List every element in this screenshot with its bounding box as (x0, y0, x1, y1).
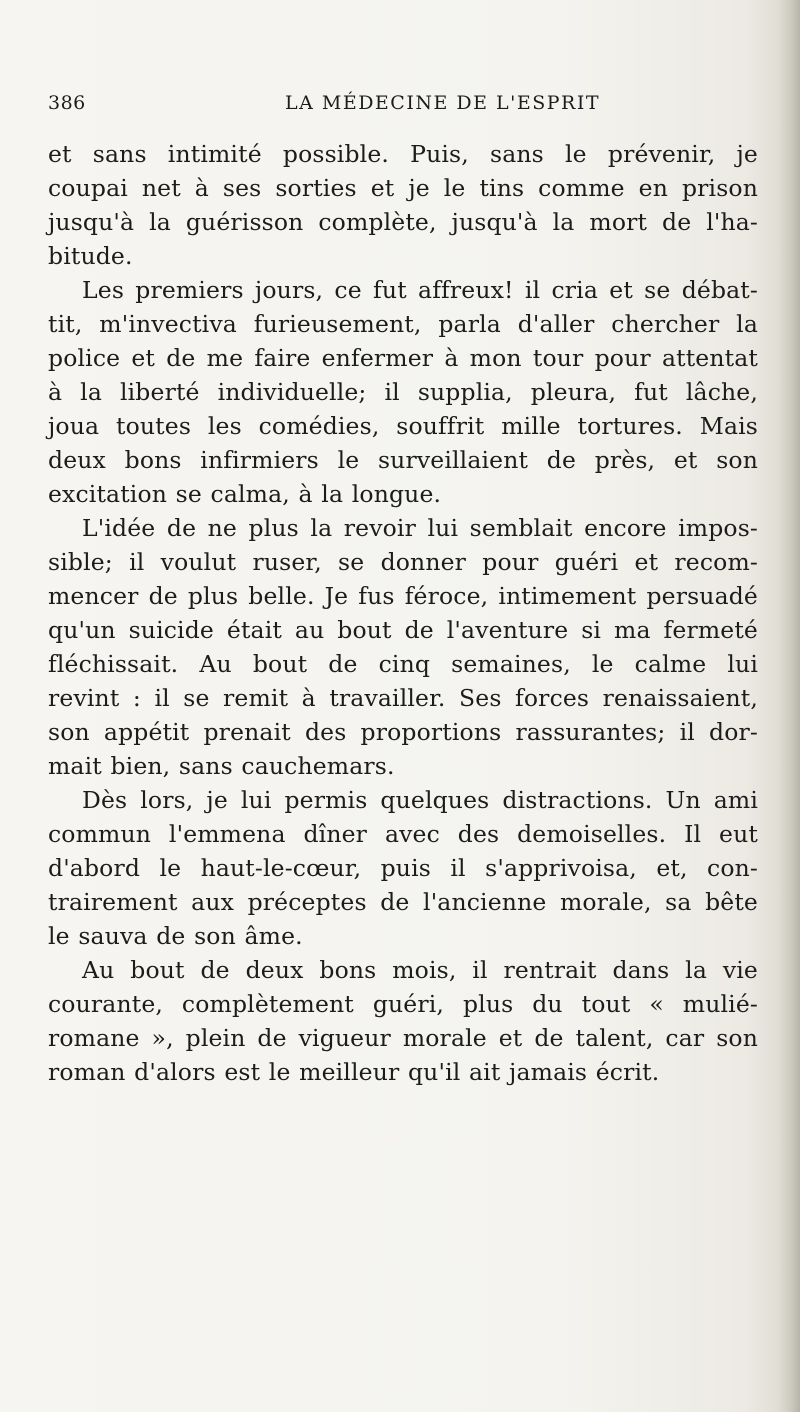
body-text (48, 137, 758, 1089)
page-edge-shadow (778, 0, 800, 1412)
text-line: et sans intimité possible. Puis, sans le prévenir, je (48, 140, 758, 168)
text-line: d'abord le haut-le-cœur, puis il s'apprivoisa, et, con- (48, 854, 758, 882)
text-line: deux bons infirmiers le surveillaient de près, et son (48, 446, 758, 474)
text-line: tit, m'invectiva furieusement, parla d'aller chercher la (48, 310, 758, 338)
text-line: joua toutes les comédies, souffrit mille tortures. Mais (48, 412, 758, 440)
text-line: courante, complètement guéri, plus du tout « mulié- (48, 990, 758, 1018)
text-line: son appétit prenait des proportions rassurantes; il dor- (48, 718, 758, 746)
text-line: mait bien, sans cauchemars. (48, 752, 395, 780)
text-line: coupai net à ses sorties et je le tins comme en prison (48, 174, 758, 202)
text-line: commun l'emmena dîner avec des demoiselles. Il eut (48, 820, 758, 848)
text-line: Dès lors, je lui permis quelques distractions. Un ami (82, 786, 758, 814)
running-title: LA MÉDECINE DE L'ESPRIT (285, 92, 601, 114)
text-line: fléchissait. Au bout de cinq semaines, le calme lui (48, 650, 758, 678)
text-line: bitude. (48, 242, 133, 270)
text-line: Les premiers jours, ce fut affreux! il cria et se débat- (82, 276, 758, 304)
text-line: excitation se calma, à la longue. (48, 480, 442, 508)
text-line: jusqu'à la guérisson complète, jusqu'à la mort de l'ha- (48, 208, 758, 236)
page-number: 386 (48, 92, 86, 114)
running-header (48, 92, 753, 122)
text-line: revint : il se remit à travailler. Ses forces renaissaient, (48, 684, 758, 712)
text-line: Au bout de deux bons mois, il rentrait dans la vie (82, 956, 758, 984)
text-line: trairement aux préceptes de l'ancienne morale, sa bête (48, 888, 758, 916)
text-line: qu'un suicide était au bout de l'aventure si ma fermeté (48, 616, 758, 644)
text-line: L'idée de ne plus la revoir lui semblait encore impos- (82, 514, 758, 542)
text-line: romane », plein de vigueur morale et de talent, car son (48, 1024, 758, 1052)
text-line: mencer de plus belle. Je fus féroce, intimement persuadé (48, 582, 758, 610)
text-line: sible; il voulut ruser, se donner pour guéri et recom- (48, 548, 758, 576)
text-line: police et de me faire enfermer à mon tour pour attentat (48, 344, 758, 372)
text-line: le sauva de son âme. (48, 922, 303, 950)
text-line: à la liberté individuelle; il supplia, pleura, fut lâche, (48, 378, 758, 406)
text-line: roman d'alors est le meilleur qu'il ait jamais écrit. (48, 1058, 660, 1086)
